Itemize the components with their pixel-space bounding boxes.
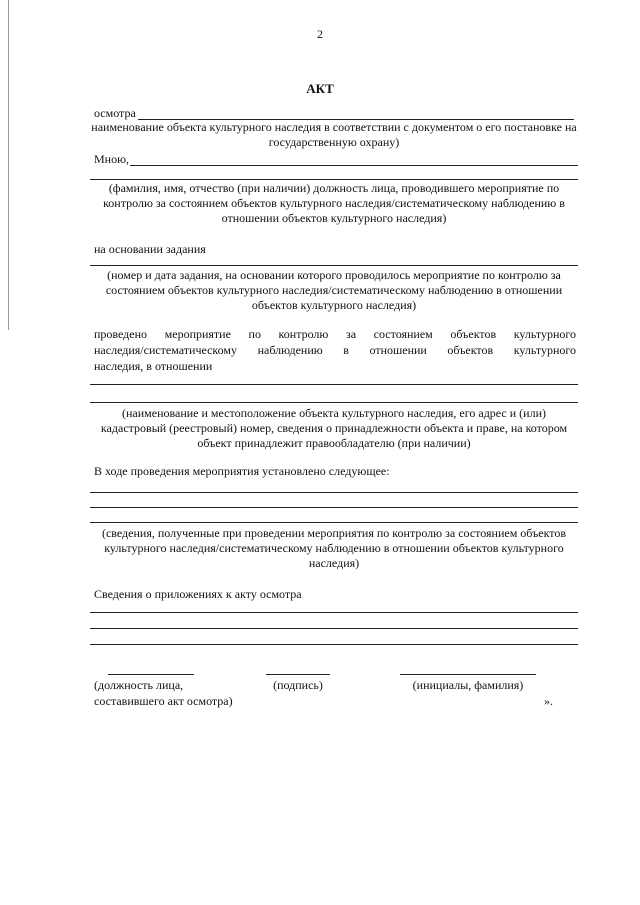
basis-label: на основании задания [94, 242, 206, 256]
page-binding-edge [8, 0, 9, 330]
name-caption: (инициалы, фамилия) [412, 678, 524, 692]
findings-field-line-3[interactable] [90, 522, 578, 523]
by-me-label: Мною, [94, 152, 130, 166]
findings-field-line-2[interactable] [90, 507, 578, 508]
signature-line[interactable] [266, 674, 330, 675]
signature-caption: (подпись) [273, 678, 323, 692]
findings-field-line-1[interactable] [90, 492, 578, 493]
conducted-text-line-2: наследия/систематическому наблюдению в отношении объектов культурного [94, 343, 576, 357]
position-caption-line-1: (должность лица, [94, 678, 184, 692]
inspector-field-line-2[interactable] [90, 179, 578, 180]
inspection-label: осмотра [94, 106, 136, 120]
attachments-label: Сведения о приложениях к акту осмотра [94, 587, 302, 601]
position-caption-line-2: составившего акт осмотра) [94, 694, 233, 708]
conducted-text-line-1: проведено мероприятие по контролю за состоянием объектов культурного [94, 327, 576, 341]
basis-caption: (номер и дата задания, на основании которого проводилось мероприятие по контролю за состоянием объектов культурного наследия/систематическому наблюдению в отношении объектов культурного наследия) [105, 268, 563, 312]
inspector-field-line-1[interactable] [130, 165, 578, 166]
conducted-text-line-3: наследия, в отношении [94, 359, 213, 373]
conducted-caption: (наименование и местоположение объекта культурного наследия, его адрес и (или) кадастровый (реестровый) номер, сведения о принадлежности объекта и праве, на котором объект принадлежит правообладателю (при наличии) [100, 406, 568, 450]
closing-quote: ». [544, 694, 553, 708]
object-field-line-1[interactable] [90, 384, 578, 385]
assignment-field[interactable] [90, 265, 578, 266]
findings-caption: (сведения, полученные при проведении мероприятия по контролю за состоянием объектов культурного наследия/систематическому наблюдению в отношении объектов культурного наследия) [101, 526, 567, 570]
by-me-caption: (фамилия, имя, отчество (при наличии) должность лица, проводившего мероприятие по контролю за состоянием объектов культурного наследия/систематическому наблюдению в отношении объектов культурного наследия) [103, 181, 565, 225]
attachments-field-line-1[interactable] [90, 612, 578, 613]
attachments-field-line-3[interactable] [90, 644, 578, 645]
position-signature-line[interactable] [108, 674, 194, 675]
inspection-caption: наименование объекта культурного наследия в соответствии с документом о его постановке на государственную охрану) [91, 120, 577, 149]
name-signature-line[interactable] [400, 674, 536, 675]
findings-label: В ходе проведения мероприятия установлено следующее: [94, 464, 390, 478]
object-field-line-2[interactable] [90, 402, 578, 403]
page-number: 2 [317, 27, 323, 41]
attachments-field-line-2[interactable] [90, 628, 578, 629]
document-title: АКТ [306, 81, 334, 96]
